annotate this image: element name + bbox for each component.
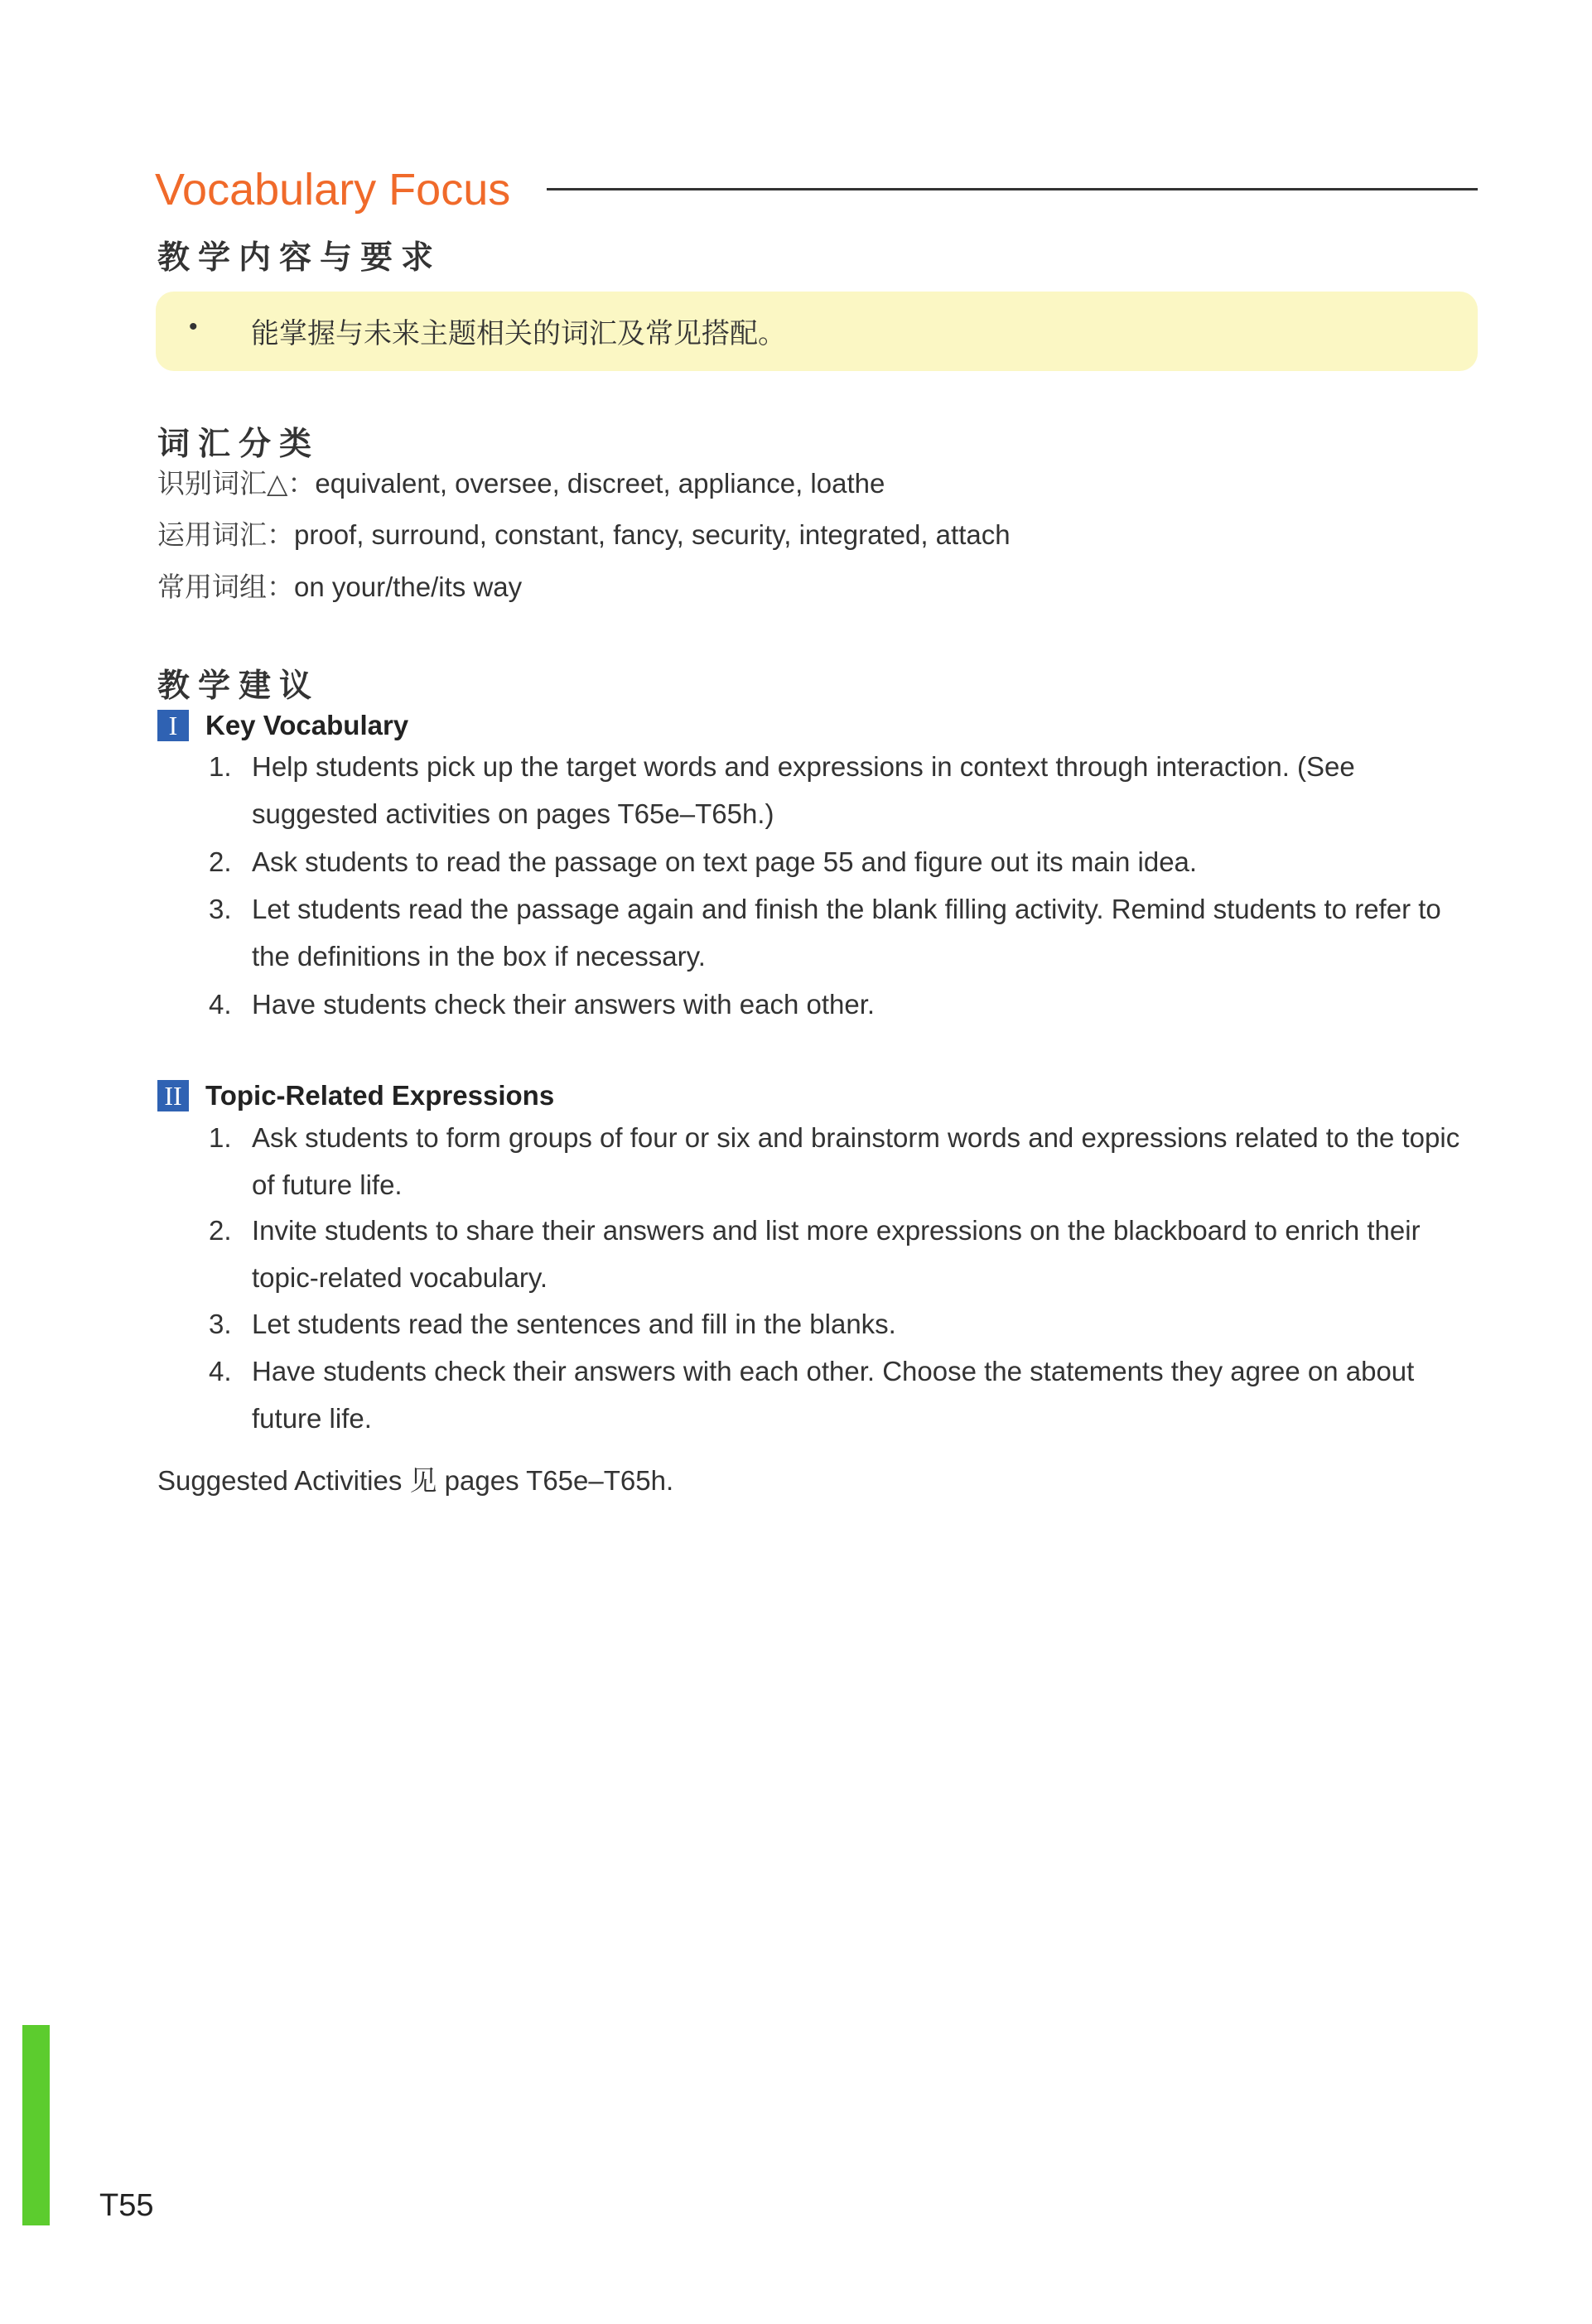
roman-numeral-badge: I (157, 710, 189, 741)
item-number: 1. (209, 751, 232, 782)
item-number: 4. (209, 1356, 232, 1386)
teaching-suggestions-heading: 教学建议 (157, 668, 321, 705)
roman-numeral-badge: II (157, 1080, 189, 1111)
vocab-label: 识别词汇△： (157, 467, 316, 499)
item-number: 3. (209, 894, 232, 924)
item-number: 2. (209, 846, 232, 877)
vocab-classification-heading: 词汇分类 (157, 426, 321, 463)
item-number: 2. (209, 1215, 232, 1246)
vocab-line-recognition (157, 462, 885, 501)
vocab-words: on your/the/its way (294, 571, 523, 602)
item-text: Ask students to form groups of four or six and brainstorm words and expressions related to the topic of future life. (252, 1122, 1460, 1200)
vocab-line-application (157, 513, 1011, 552)
item-text: Ask students to read the passage on text page 55 and figure out its main idea. (252, 846, 1198, 877)
item-number: 4. (209, 989, 232, 1020)
item-number: 1. (209, 1122, 232, 1153)
page-title: Vocabulary Focus (155, 165, 511, 215)
item-number: 3. (209, 1309, 232, 1339)
item-text: Help students pick up the target words and expressions in context through interaction. (See suggested activities on pages T65e–T65h.) (252, 751, 1355, 829)
title-rule (547, 188, 1478, 190)
vocab-words: equivalent, oversee, discreet, appliance, loathe (315, 468, 885, 499)
item-text: Invite students to share their answers and list more expressions on the blackboard to enrich their topic-related vocabulary. (252, 1215, 1421, 1293)
vocab-label: 常用词组： (157, 571, 294, 603)
vocab-label: 运用词汇： (157, 518, 294, 551)
subtitle: 教学内容与要求 (157, 239, 442, 277)
requirement-box (156, 292, 1478, 371)
item-text: Let students read the sentences and fill in the blanks. (252, 1309, 896, 1339)
section-title: Topic-Related Expressions (205, 1080, 555, 1111)
item-text: Have students check their answers with each other. Choose the statements they agree on about future life. (252, 1356, 1415, 1434)
section-key-vocabulary (157, 708, 408, 743)
section-topic-related-expressions (157, 1078, 554, 1113)
item-text: Have students check their answers with each other. (252, 989, 876, 1020)
vocab-line-phrases (157, 566, 522, 605)
vocab-words: proof, surround, constant, fancy, security, integrated, attach (294, 519, 1011, 550)
section-title: Key Vocabulary (205, 710, 409, 740)
item-text: Let students read the passage again and finish the blank filling activity. Remind students to refer to the definitions in the box if necessary. (252, 894, 1441, 972)
side-color-bar (22, 2025, 50, 2225)
requirement-text: 能掌握与未来主题相关的词汇及常见搭配。 (251, 317, 786, 350)
bullet-icon: • (189, 313, 198, 340)
page-number: T55 (99, 2188, 154, 2223)
suggested-activities-note: Suggested Activities 见 pages T65e–T65h. (157, 1465, 674, 1496)
